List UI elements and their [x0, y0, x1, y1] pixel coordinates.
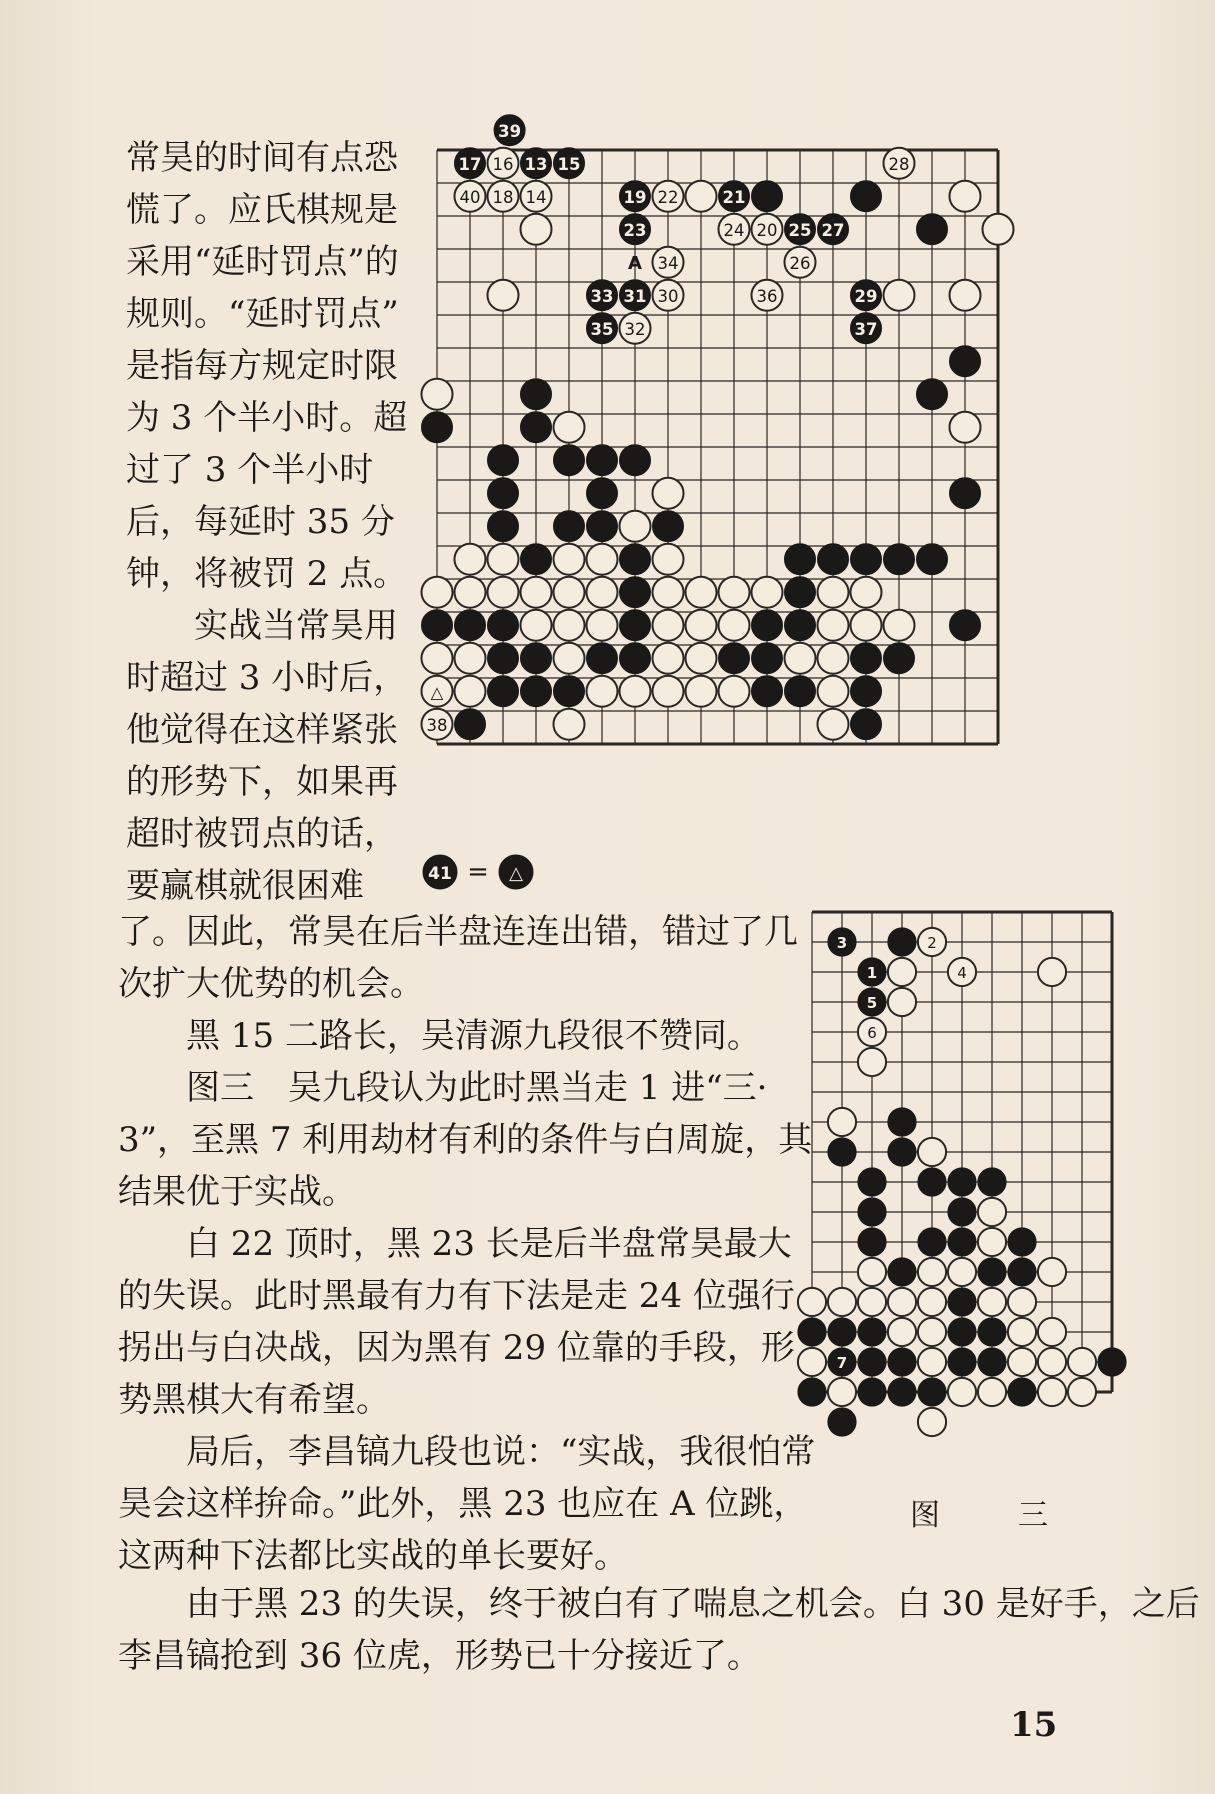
- white-stone: [718, 676, 749, 707]
- white-stone: [520, 577, 551, 608]
- black-stone: [850, 544, 881, 575]
- black-stone: [883, 544, 914, 575]
- white-stone: [817, 610, 848, 641]
- white-stone: [918, 1258, 946, 1286]
- white-stone: [652, 643, 683, 674]
- black-stone: [850, 709, 881, 740]
- black-stone: [784, 676, 815, 707]
- black-stone: [916, 379, 947, 410]
- move-number: 25: [788, 220, 812, 240]
- white-stone: [949, 280, 980, 311]
- white-stone: [421, 577, 452, 608]
- white-stone: [619, 511, 650, 542]
- black-stone: [487, 445, 518, 476]
- move-number: 37: [854, 319, 878, 339]
- white-stone: [586, 610, 617, 641]
- white-stone: [850, 577, 881, 608]
- point-marker-a: A: [628, 253, 642, 275]
- black-stone: [553, 445, 584, 476]
- white-stone: [685, 610, 716, 641]
- white-stone: [718, 214, 749, 245]
- white-stone: [553, 544, 584, 575]
- white-stone: [828, 1378, 856, 1406]
- white-stone: [918, 1288, 946, 1316]
- black-stone: [918, 1378, 946, 1406]
- white-stone: [685, 181, 716, 212]
- text-line: 采用“延时罚点”的: [126, 242, 399, 282]
- text-line: 慌了。应氏棋规是: [126, 190, 398, 230]
- black-stone: [948, 1288, 976, 1316]
- white-stone: [586, 676, 617, 707]
- black-stone: [619, 643, 650, 674]
- white-stone: [858, 1288, 886, 1316]
- white-stone: [652, 610, 683, 641]
- move-number: 5: [866, 994, 878, 1012]
- text-line: 结果优于实战。: [118, 1172, 356, 1212]
- move-number: 7: [836, 1354, 848, 1372]
- white-stone: [652, 181, 683, 212]
- white-stone: [421, 676, 452, 707]
- black-stone: [454, 148, 485, 179]
- white-stone: [652, 577, 683, 608]
- move-number: 21: [722, 187, 746, 207]
- black-stone: [858, 958, 886, 986]
- white-stone: [1038, 958, 1066, 986]
- black-stone: [948, 1348, 976, 1376]
- move-number: 26: [789, 253, 811, 273]
- white-stone: [751, 214, 782, 245]
- black-stone: [1008, 1378, 1036, 1406]
- white-stone: [652, 478, 683, 509]
- white-stone: [1038, 1348, 1066, 1376]
- text-line: 的形势下，如果再: [126, 762, 398, 802]
- black-stone: [828, 928, 856, 956]
- black-stone: [949, 610, 980, 641]
- black-stone: [619, 610, 650, 641]
- black-stone: [494, 115, 525, 146]
- bottom-text: [118, 1578, 1200, 1682]
- text-line: 为 3 个半小时。超: [126, 398, 408, 438]
- move-number: 1: [866, 964, 878, 982]
- move-number: 30: [657, 286, 679, 306]
- move-number: △: [430, 682, 444, 702]
- move-number: 4: [957, 964, 967, 982]
- white-stone: [828, 1288, 856, 1316]
- move-number: 22: [657, 187, 679, 207]
- white-stone: [918, 928, 946, 956]
- black-stone: [586, 445, 617, 476]
- text-line: 3”，至黑 7 利用劫材有利的条件与白周旋，其: [118, 1120, 813, 1160]
- text-line: 超时被罚点的话，: [126, 814, 398, 854]
- white-stone: [619, 313, 650, 344]
- move-number: 2: [927, 934, 937, 952]
- white-stone: [454, 676, 485, 707]
- black-stone: [798, 1378, 826, 1406]
- black-stone: [817, 544, 848, 575]
- black-stone: [751, 643, 782, 674]
- white-stone: [652, 247, 683, 278]
- black-stone: [520, 148, 551, 179]
- white-stone: [1038, 1318, 1066, 1346]
- black-stone: [784, 544, 815, 575]
- black-stone: [487, 478, 518, 509]
- black-stone: [553, 676, 584, 707]
- note-equals: =: [467, 857, 489, 887]
- black-stone: [487, 610, 518, 641]
- text-line: 这两种下法都比实战的单长要好。: [118, 1536, 628, 1576]
- black-stone: [948, 1228, 976, 1256]
- white-stone: [454, 544, 485, 575]
- white-stone: [421, 643, 452, 674]
- move-number: 13: [524, 154, 548, 174]
- white-stone: [883, 280, 914, 311]
- black-stone: [888, 928, 916, 956]
- black-stone: [888, 1138, 916, 1166]
- move-number: 3: [836, 934, 848, 952]
- white-stone: [619, 676, 650, 707]
- go-board-diagram-main: [410, 121, 1110, 860]
- black-stone: [888, 1258, 916, 1286]
- black-stone: [858, 1198, 886, 1226]
- black-stone: [520, 676, 551, 707]
- white-stone: [850, 610, 881, 641]
- white-stone: [888, 1288, 916, 1316]
- black-stone: [888, 1108, 916, 1136]
- text-line: 是指每方规定时限: [126, 346, 398, 386]
- white-stone: [784, 643, 815, 674]
- white-stone: [948, 1258, 976, 1286]
- white-stone: [784, 247, 815, 278]
- white-stone: [948, 1378, 976, 1406]
- move-number: 39: [498, 121, 522, 141]
- white-stone: [1008, 1348, 1036, 1376]
- white-stone: [487, 280, 518, 311]
- white-stone: [978, 1198, 1006, 1226]
- move-number: 17: [458, 154, 482, 174]
- text-line: 昊会这样拚命。”此外，黑 23 也应在 A 位跳，: [118, 1484, 808, 1524]
- page-number: 15: [1010, 1705, 1058, 1745]
- white-stone: [1008, 1288, 1036, 1316]
- figure-caption: 图 三: [910, 1498, 1072, 1533]
- black-stone: [1008, 1258, 1036, 1286]
- black-stone: [751, 610, 782, 641]
- white-stone: [948, 958, 976, 986]
- move-number: 6: [867, 1024, 877, 1042]
- black-stone: [858, 1348, 886, 1376]
- black-stone: [652, 511, 683, 542]
- white-stone: [918, 1318, 946, 1346]
- black-stone: [718, 181, 749, 212]
- white-stone: [520, 610, 551, 641]
- black-stone: [487, 676, 518, 707]
- text-line: 时超过 3 小时后，: [126, 658, 408, 698]
- middle-text: [118, 906, 815, 1582]
- black-stone: [586, 511, 617, 542]
- text-line: 李昌镐抢到 36 位虎，形势已十分接近了。: [118, 1636, 761, 1676]
- white-stone: [553, 412, 584, 443]
- text-line: 常昊的时间有点恐: [126, 138, 398, 178]
- black-stone: [828, 1318, 856, 1346]
- white-stone: [883, 148, 914, 179]
- black-stone: [751, 181, 782, 212]
- move-number: 27: [821, 220, 845, 240]
- white-stone: [685, 643, 716, 674]
- white-stone: [798, 1348, 826, 1376]
- white-stone: [888, 988, 916, 1016]
- black-stone: [883, 643, 914, 674]
- black-stone: [586, 313, 617, 344]
- side-column-text: [126, 132, 407, 912]
- text-line: 由于黑 23 的失误，终于被白有了喘息之机会。白 30 是好手，之后: [118, 1584, 1200, 1624]
- black-stone: [520, 643, 551, 674]
- white-stone: [828, 1108, 856, 1136]
- black-stone: [619, 280, 650, 311]
- white-stone: [883, 610, 914, 641]
- black-stone: [487, 643, 518, 674]
- black-stone: [784, 214, 815, 245]
- black-stone: [850, 676, 881, 707]
- white-stone: [553, 610, 584, 641]
- black-stone: [918, 1228, 946, 1256]
- black-stone: [619, 577, 650, 608]
- black-stone: [421, 412, 452, 443]
- black-stone: [619, 181, 650, 212]
- black-stone: [520, 544, 551, 575]
- white-stone: [1038, 1258, 1066, 1286]
- black-stone: [858, 1378, 886, 1406]
- move-number: 18: [492, 187, 514, 207]
- white-stone: [652, 544, 683, 575]
- white-stone: [1068, 1348, 1096, 1376]
- text-line: 白 22 顶时，黑 23 长是后半盘常昊最大: [118, 1224, 792, 1264]
- white-stone: [487, 577, 518, 608]
- white-stone: [520, 181, 551, 212]
- text-line: 的失误。此时黑最有力有下法是走 24 位强行: [118, 1276, 795, 1316]
- move-number: 19: [623, 187, 647, 207]
- white-stone: [858, 1258, 886, 1286]
- text-line: 次扩大优势的机会。: [118, 964, 424, 1004]
- white-stone: [652, 676, 683, 707]
- white-stone: [454, 181, 485, 212]
- white-stone: [949, 412, 980, 443]
- black-stone: [1098, 1348, 1126, 1376]
- text-line: 了。因此，常昊在后半盘连连出错，错过了几: [118, 912, 798, 952]
- white-stone: [858, 1048, 886, 1076]
- move-number: 34: [657, 253, 679, 273]
- text-line: 规则。“延时罚点”: [126, 294, 399, 334]
- white-stone: [553, 643, 584, 674]
- text-line: 后，每延时 35 分: [126, 502, 395, 542]
- black-stone: [520, 379, 551, 410]
- black-stone: [421, 610, 452, 641]
- white-stone: [918, 1348, 946, 1376]
- black-stone: [718, 643, 749, 674]
- black-stone: [817, 214, 848, 245]
- move-number: 32: [624, 319, 646, 339]
- white-stone: [685, 577, 716, 608]
- black-stone: [520, 412, 551, 443]
- black-stone: [784, 610, 815, 641]
- white-stone: [949, 181, 980, 212]
- white-stone: [817, 709, 848, 740]
- white-stone: [888, 958, 916, 986]
- black-stone: [918, 1168, 946, 1196]
- black-stone: [1008, 1228, 1036, 1256]
- white-stone: [1008, 1318, 1036, 1346]
- white-stone: [487, 181, 518, 212]
- white-stone: [586, 577, 617, 608]
- black-stone: [858, 1168, 886, 1196]
- move-number: 36: [756, 286, 778, 306]
- black-stone: [619, 544, 650, 575]
- move-number: 40: [459, 187, 481, 207]
- black-stone: [586, 478, 617, 509]
- black-stone: [828, 1348, 856, 1376]
- text-line: 钟，将被罚 2 点。: [126, 554, 408, 594]
- white-stone: [718, 577, 749, 608]
- black-stone: [916, 544, 947, 575]
- move-note: [420, 850, 540, 894]
- black-stone: [798, 1318, 826, 1346]
- black-stone: [828, 1408, 856, 1436]
- white-stone: [918, 1138, 946, 1166]
- text-line: 图三 吴九段认为此时黑当走 1 进“三·: [118, 1068, 768, 1108]
- white-stone: [751, 280, 782, 311]
- white-stone: [817, 577, 848, 608]
- move-number: 24: [723, 220, 745, 240]
- white-stone: [858, 1018, 886, 1046]
- white-stone: [982, 214, 1013, 245]
- note-triangle: △: [509, 863, 523, 884]
- black-stone: [858, 988, 886, 1016]
- black-stone: [828, 1138, 856, 1166]
- text-line: 他觉得在这样紧张: [126, 710, 398, 750]
- white-stone: [454, 577, 485, 608]
- black-stone: [850, 181, 881, 212]
- white-stone: [1068, 1378, 1096, 1406]
- white-stone: [817, 676, 848, 707]
- text-line: 拐出与白决战，因为黑有 29 位靠的手段，形: [118, 1328, 795, 1368]
- text-line: 实战当常昊用: [126, 606, 398, 646]
- black-stone: [487, 511, 518, 542]
- go-board-diagram-figure-3: [800, 900, 1130, 1480]
- black-stone: [949, 478, 980, 509]
- black-stone: [619, 214, 650, 245]
- white-stone: [553, 577, 584, 608]
- black-stone: [916, 214, 947, 245]
- text-line: 势黑棋大有希望。: [118, 1380, 390, 1420]
- white-stone: [421, 709, 452, 740]
- black-stone: [586, 643, 617, 674]
- text-line: 要赢棋就很困难: [126, 866, 364, 906]
- black-stone: [949, 346, 980, 377]
- white-stone: [978, 1378, 1006, 1406]
- white-stone: [888, 1318, 916, 1346]
- white-stone: [520, 214, 551, 245]
- white-stone: [652, 280, 683, 311]
- move-number: 38: [426, 715, 448, 735]
- black-stone: [850, 643, 881, 674]
- white-stone: [487, 148, 518, 179]
- white-stone: [718, 610, 749, 641]
- black-stone: [948, 1168, 976, 1196]
- black-stone: [553, 511, 584, 542]
- black-stone: [978, 1318, 1006, 1346]
- white-stone: [798, 1288, 826, 1316]
- black-stone: [978, 1348, 1006, 1376]
- text-line: 过了 3 个半小时: [126, 450, 374, 490]
- black-stone: [454, 709, 485, 740]
- black-stone: [858, 1228, 886, 1256]
- black-stone: [858, 1318, 886, 1346]
- white-stone: [553, 709, 584, 740]
- text-line: 黑 15 二路长，吴清源九段很不赞同。: [118, 1016, 761, 1056]
- move-number: 33: [590, 286, 614, 306]
- move-number: 35: [590, 319, 614, 339]
- move-number: 20: [756, 220, 778, 240]
- white-stone: [454, 643, 485, 674]
- black-stone: [948, 1318, 976, 1346]
- white-stone: [978, 1228, 1006, 1256]
- black-stone: [888, 1348, 916, 1376]
- white-stone: [817, 643, 848, 674]
- black-stone: [948, 1198, 976, 1226]
- black-stone: [454, 610, 485, 641]
- black-stone: [586, 280, 617, 311]
- black-stone: [978, 1258, 1006, 1286]
- black-stone: [751, 676, 782, 707]
- black-stone: [888, 1378, 916, 1406]
- move-number: 28: [888, 154, 910, 174]
- black-stone: [619, 445, 650, 476]
- move-number: 23: [623, 220, 647, 240]
- white-stone: [586, 544, 617, 575]
- black-stone: [850, 313, 881, 344]
- black-stone: [553, 148, 584, 179]
- white-stone: [487, 544, 518, 575]
- black-stone: [978, 1168, 1006, 1196]
- move-number: 14: [525, 187, 547, 207]
- black-stone: [784, 577, 815, 608]
- white-stone: [978, 1288, 1006, 1316]
- move-number: 15: [557, 154, 581, 174]
- move-number: 16: [492, 154, 514, 174]
- move-number: 31: [623, 286, 647, 306]
- white-stone: [751, 577, 782, 608]
- text-line: 局后，李昌镐九段也说：“实战，我很怕常: [118, 1432, 816, 1472]
- black-stone: [850, 280, 881, 311]
- white-stone: [1038, 1378, 1066, 1406]
- white-stone: [918, 1408, 946, 1436]
- note-label-41: 41: [428, 864, 452, 884]
- white-stone: [685, 676, 716, 707]
- white-stone: [421, 379, 452, 410]
- move-number: 29: [854, 286, 878, 306]
